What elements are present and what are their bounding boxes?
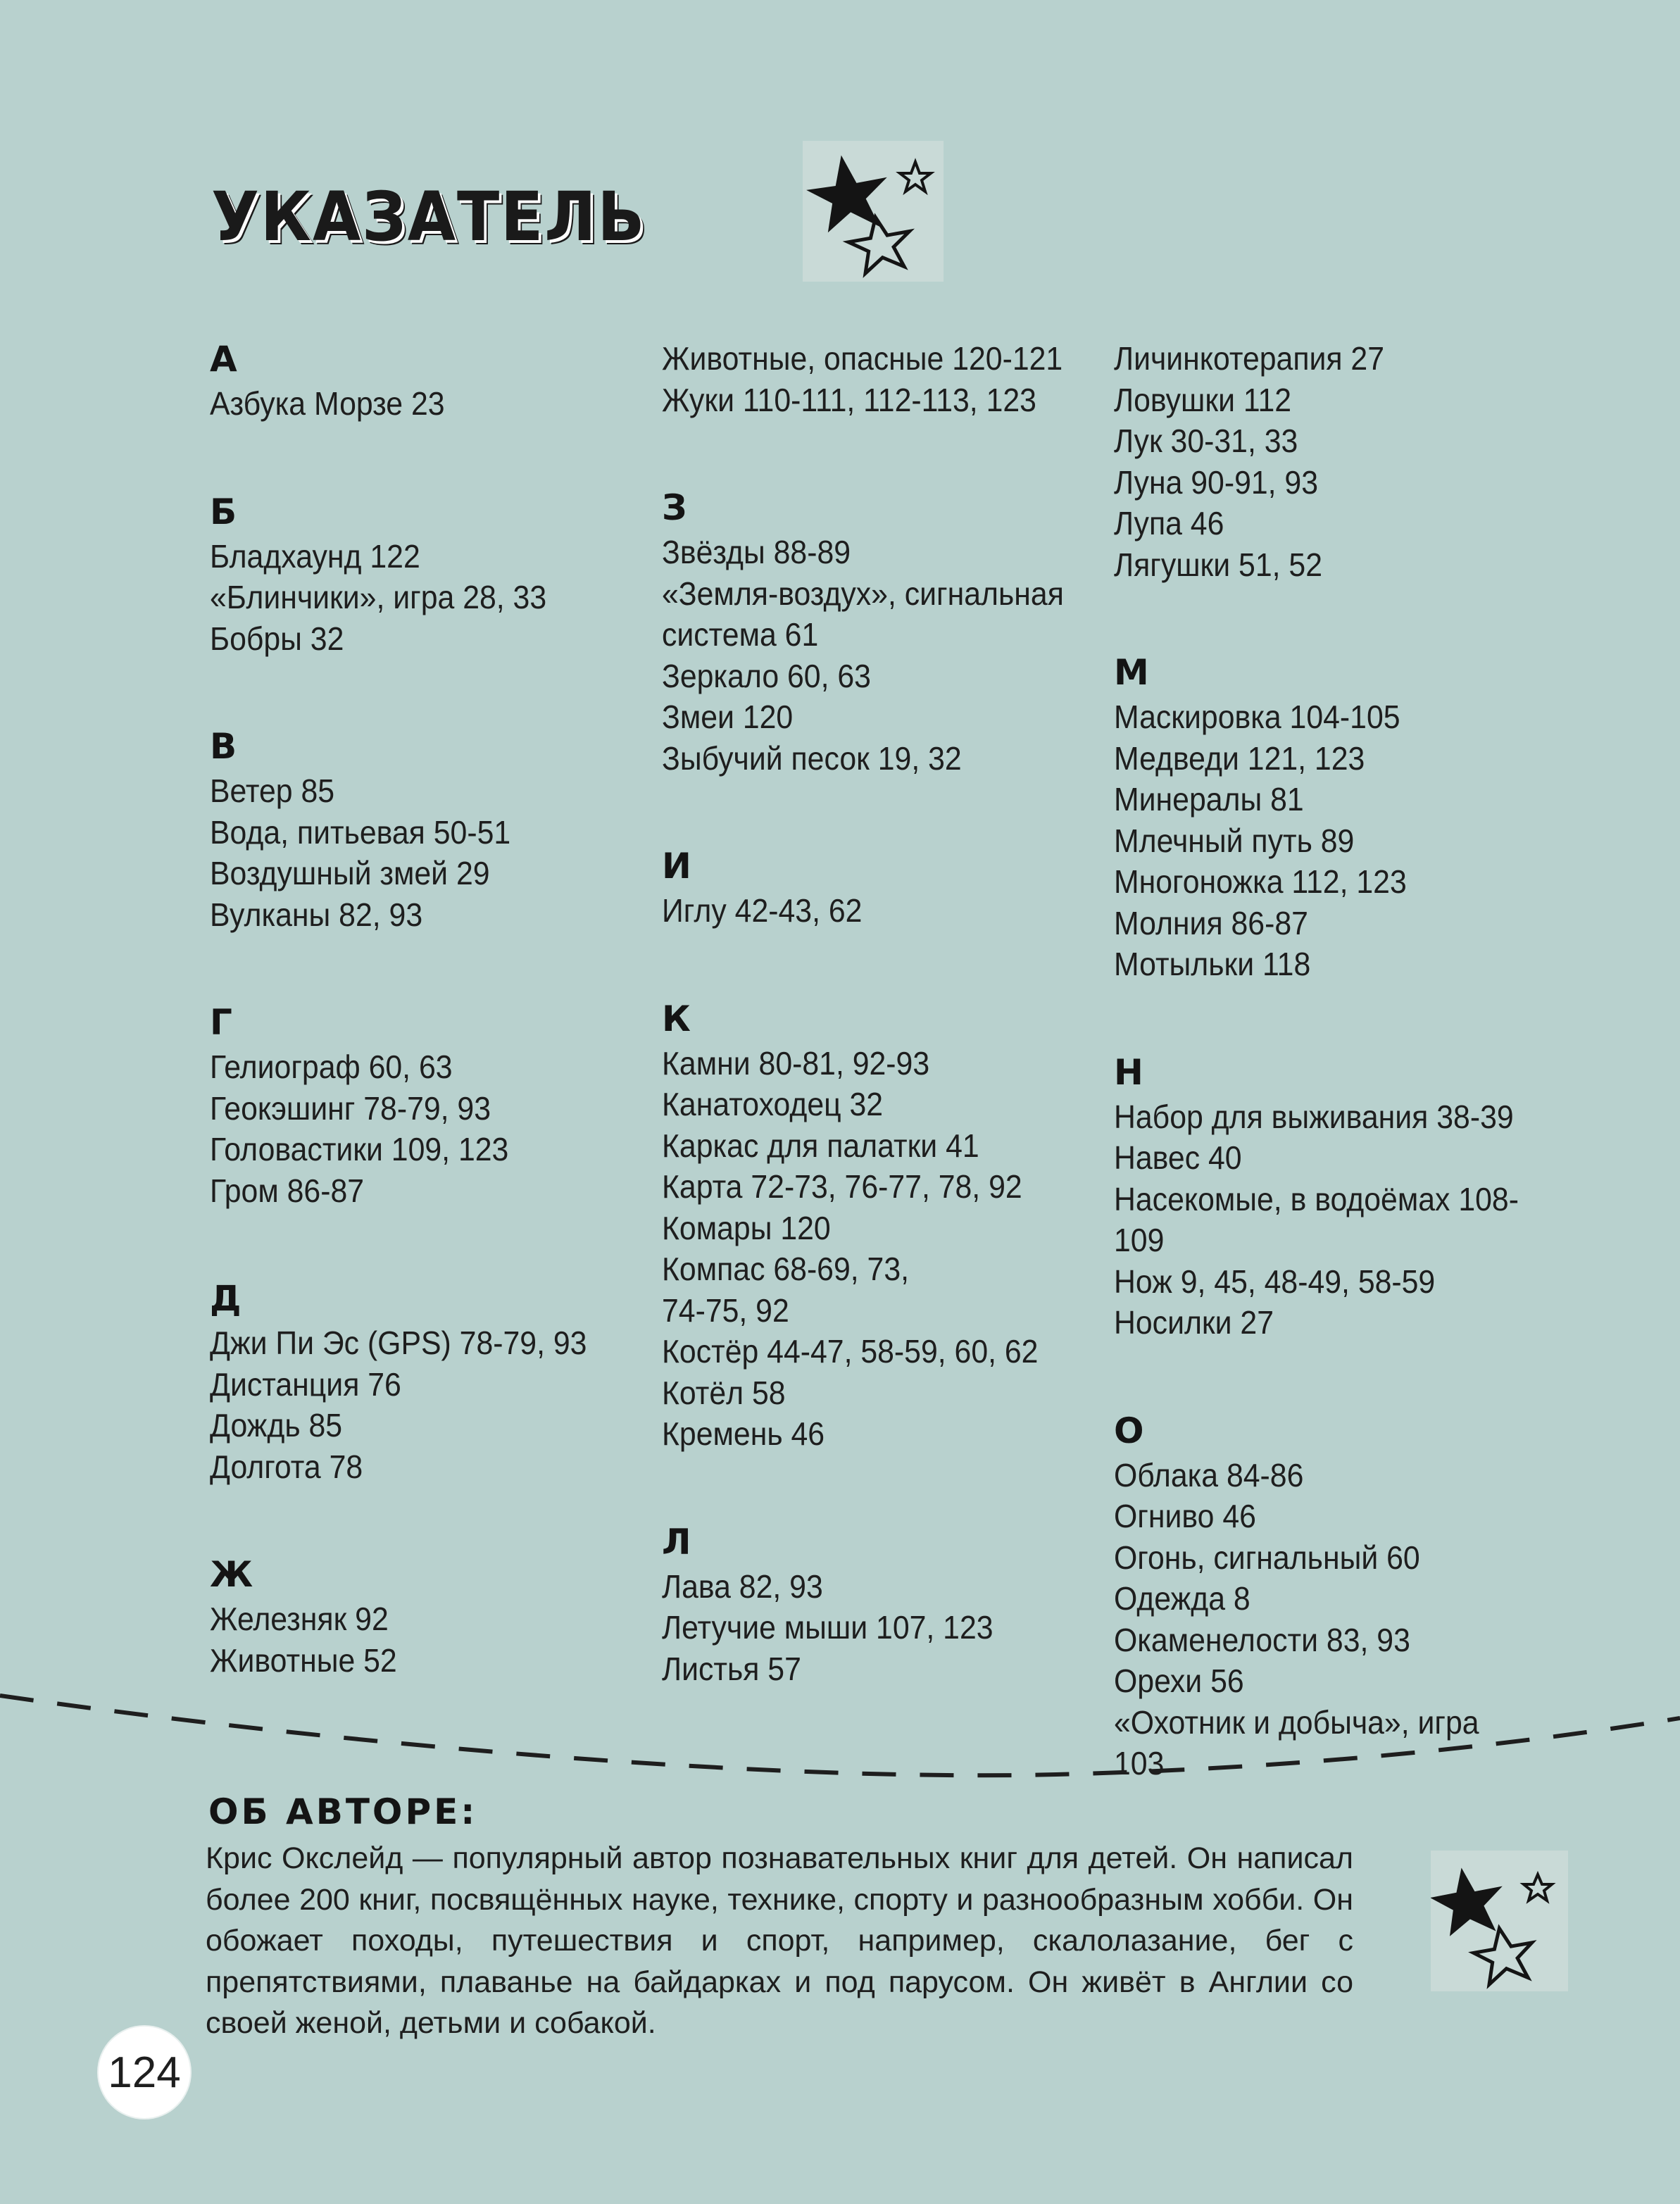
index-entry: Вода, питьевая 50-51 (210, 813, 511, 851)
star-cluster-icon (1431, 1851, 1568, 1991)
index-entry: Облака 84-86 (1114, 1456, 1304, 1494)
index-section (210, 338, 660, 425)
index-letter: Ж (210, 1554, 253, 1595)
index-entry: Ветер 85 (210, 772, 335, 809)
index-entry: Змеи 120 (662, 699, 794, 735)
index-entry: Ловушки 112 (1114, 381, 1292, 418)
index-entry: 74-75, 92 (662, 1291, 789, 1329)
star-cluster-icon (803, 141, 944, 282)
index-section (210, 1277, 660, 1487)
index-entry: Компас 68-69, 73, (662, 1251, 910, 1287)
index-letter: К (662, 998, 691, 1039)
index-entry: Камни 80-81, 92-93 (662, 1044, 930, 1082)
index-entry: 109 (1114, 1222, 1165, 1258)
index-entry: Головастики 109, 123 (210, 1131, 509, 1167)
dashed-divider (0, 1662, 1680, 1803)
index-entry: Бобры 32 (210, 620, 344, 657)
index-entry: Костёр 44-47, 58-59, 60, 62 (662, 1333, 1039, 1370)
index-entry: Животные, опасные 120-121 (662, 340, 1063, 377)
index-entry: Многоножка 112, 123 (1114, 863, 1407, 900)
index-letter: В (210, 726, 237, 767)
index-entry: Набор для выживания 38-39 (1114, 1098, 1514, 1135)
index-letter: Б (210, 491, 237, 532)
index-entry: Иглу 42-43, 62 (662, 892, 863, 929)
index-section (210, 1001, 660, 1211)
index-entry: Лупа 46 (1114, 505, 1224, 541)
index-section (210, 725, 660, 935)
page-title: УКАЗАТЕЛЬ (211, 177, 646, 256)
index-entry: Орехи 56 (1114, 1663, 1244, 1699)
index-letter: Л (662, 1521, 691, 1563)
index-entry: Нож 9, 45, 48-49, 58-59 (1114, 1263, 1436, 1300)
index-letter: Г (210, 1002, 232, 1043)
index-section (662, 845, 1112, 932)
index-column-3 (1114, 338, 1565, 1851)
index-section (662, 487, 1112, 779)
index-letter: И (662, 846, 691, 887)
index-entry: Медведи 121, 123 (1114, 739, 1365, 777)
index-section (210, 491, 660, 660)
index-letter: Д (210, 1278, 242, 1319)
index-section (662, 338, 1112, 420)
index-entry: Долгота 78 (210, 1448, 363, 1485)
index-entry: «Охотник и добыча», игра 103 (1114, 1703, 1488, 1782)
index-entry: Котёл 58 (662, 1374, 786, 1411)
index-entry: Железняк 92 (210, 1601, 389, 1637)
index-entry: Маскировка 104-105 (1114, 699, 1400, 735)
index-entry: Жуки 110-111, 112-113, 123 (662, 381, 1036, 418)
page-number: 124 (108, 2048, 181, 2097)
index-entry: «Земля-воздух», сигнальная (662, 575, 1064, 612)
index-entry: Листья 57 (662, 1650, 801, 1687)
index-entry: «Блинчики», игра 28, 33 (210, 579, 547, 615)
index-entry: Окаменелости 83, 93 (1114, 1621, 1410, 1658)
index-entry: Млечный путь 89 (1114, 822, 1355, 859)
index-entry: Лук 30-31, 33 (1114, 422, 1298, 459)
index-entry: Бладхаунд 122 (210, 537, 420, 575)
index-section (1114, 1051, 1565, 1344)
index-entry: Лава 82, 93 (662, 1567, 823, 1605)
index-entry: Одежда 8 (1114, 1580, 1250, 1617)
index-section (1114, 651, 1565, 985)
index-entry: Навес 40 (1114, 1139, 1242, 1176)
index-entry: Дождь 85 (210, 1407, 343, 1444)
index-entry: Геокэшинг 78-79, 93 (210, 1089, 491, 1127)
index-entry: Огонь, сигнальный 60 (1114, 1539, 1420, 1576)
index-entry: Звёзды 88-89 (662, 534, 851, 570)
index-entry: Лягушки 51, 52 (1114, 546, 1323, 583)
index-entry: система 61 (662, 616, 819, 653)
about-author-title: ОБ АВТОРЕ: (208, 1791, 478, 1832)
index-entry: Носилки 27 (1114, 1304, 1274, 1341)
index-entry: Огниво 46 (1114, 1498, 1256, 1534)
index-entry: Комары 120 (662, 1209, 831, 1246)
index-entry: Молния 86-87 (1114, 904, 1308, 941)
index-entry: Животные 52 (210, 1641, 397, 1679)
index-letter: Н (1114, 1051, 1143, 1093)
index-entry: Зеркало 60, 63 (662, 657, 871, 694)
index-section (662, 998, 1112, 1455)
index-letter: З (662, 487, 687, 528)
index-column-2 (662, 338, 1112, 1755)
index-entry: Луна 90-91, 93 (1114, 463, 1319, 501)
index-column-1 (210, 338, 660, 1747)
index-entry: Личинкотерапия 27 (1114, 340, 1385, 377)
index-letter: О (1114, 1410, 1144, 1451)
index-entry: Кремень 46 (662, 1415, 825, 1452)
index-entry: Гелиограф 60, 63 (210, 1048, 453, 1085)
about-author-text: Крис Окслейд — популярный автор познавательных книг для детей. Он написал более 200 книг, посвящённых науке, технике, спорту и разнообразным хобби. Он обожает походы, путешествия и спорт, например, скалолазание, бег с препятствиями, плаванье на байдарках и под парусом. Он живёт в Англии со своей женой, детьми и собакой. (206, 1841, 1353, 2040)
index-entry: Минералы 81 (1114, 781, 1304, 818)
index-entry: Гром 86-87 (210, 1172, 365, 1209)
index-entry: Каркас для палатки 41 (662, 1127, 979, 1164)
index-entry: Азбука Морзе 23 (210, 385, 445, 422)
index-entry: Канатоходец 32 (662, 1086, 884, 1122)
index-entry: Летучие мыши 107, 123 (662, 1609, 993, 1646)
page-number-badge (99, 2027, 190, 2118)
index-entry: Воздушный змей 29 (210, 855, 490, 891)
index-entry: Насекомые, в водоёмах 108- (1114, 1180, 1519, 1217)
index-entry: Зыбучий песок 19, 32 (662, 739, 962, 777)
index-entry: Мотыльки 118 (1114, 946, 1311, 982)
index-entry: Дистанция 76 (210, 1365, 401, 1403)
index-entry: Вулканы 82, 93 (210, 896, 423, 933)
index-entry: Джи Пи Эс (GPS) 78-79, 93 (210, 1325, 587, 1361)
index-section (1114, 338, 1565, 585)
index-letter: М (1114, 652, 1149, 693)
index-entry: Карта 72-73, 76-77, 78, 92 (662, 1168, 1022, 1205)
index-letter: А (210, 339, 237, 380)
